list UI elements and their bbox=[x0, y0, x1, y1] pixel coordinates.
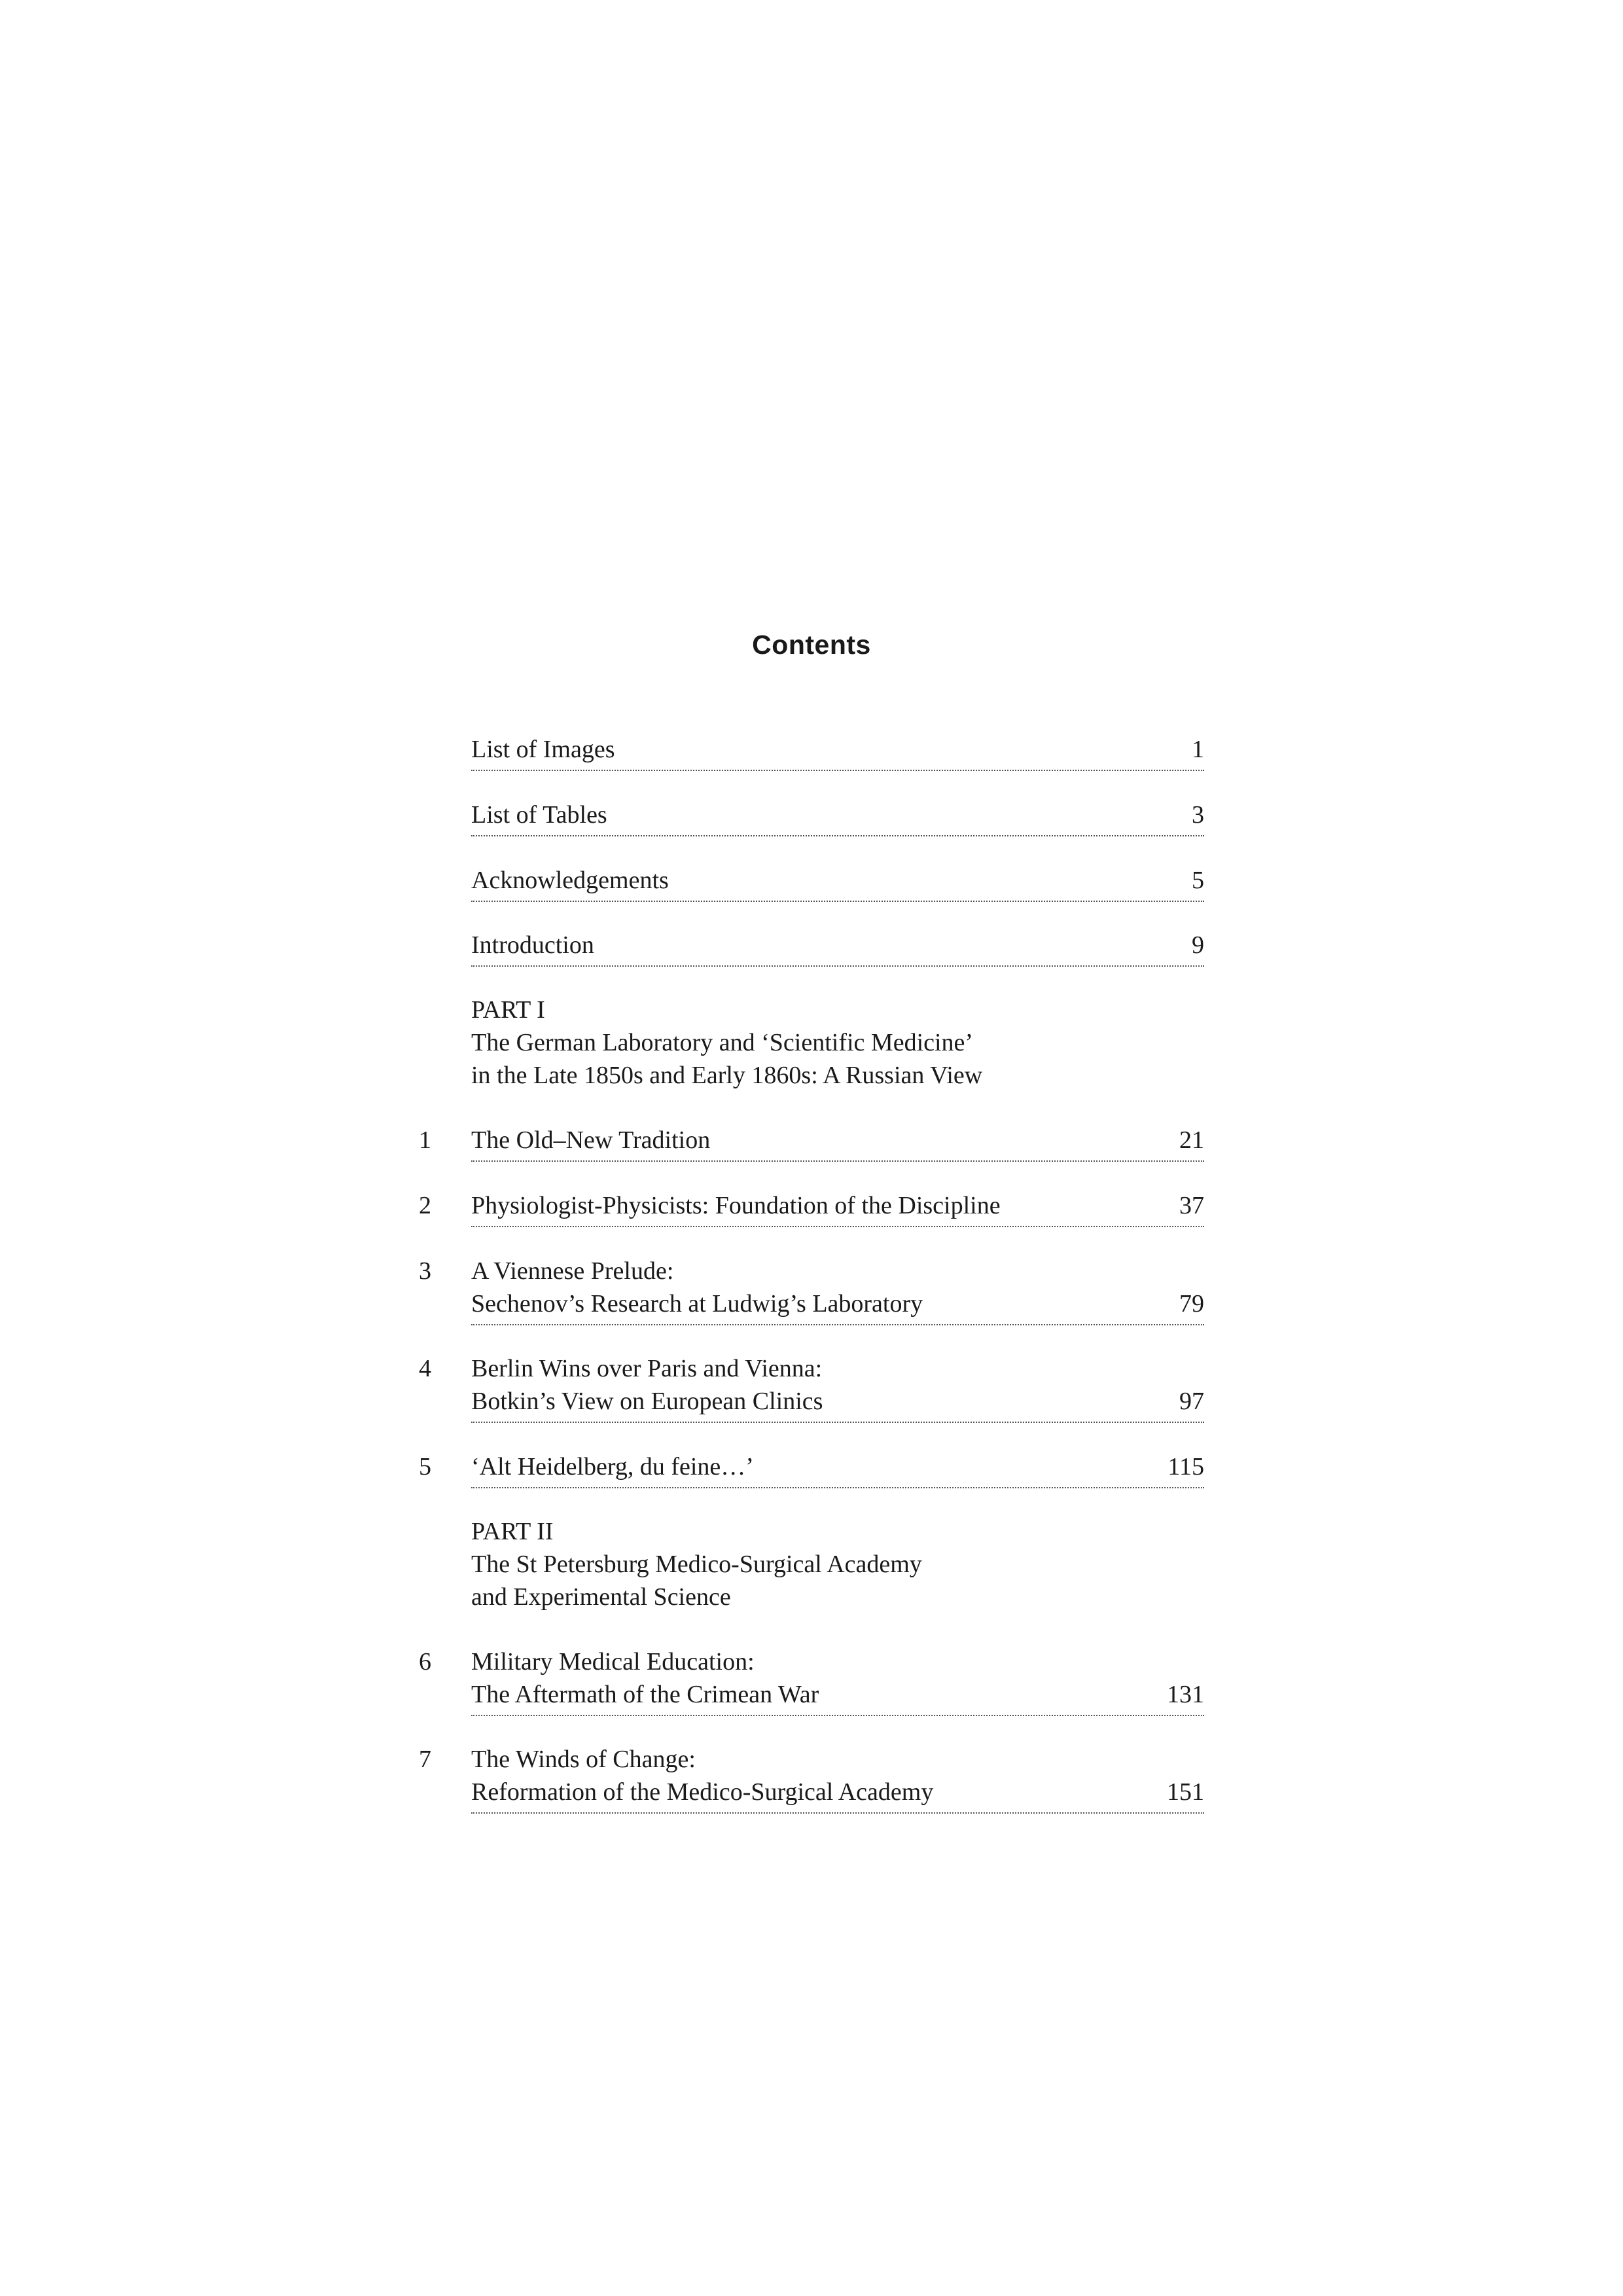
toc-page-number: 131 bbox=[1167, 1681, 1204, 1708]
part-label: PART II bbox=[471, 1518, 554, 1545]
toc-page-number: 5 bbox=[1192, 867, 1204, 894]
toc-page-number: 79 bbox=[1179, 1290, 1204, 1318]
dotted-rule bbox=[471, 965, 1204, 967]
part-title-line: The St Petersburg Medico-Surgical Academy bbox=[471, 1551, 922, 1578]
toc-page-number: 97 bbox=[1179, 1388, 1204, 1415]
chapter-number: 3 bbox=[419, 1257, 431, 1285]
toc-entry-title bbox=[471, 1743, 1204, 1808]
toc-entry-chapter-3[interactable] bbox=[419, 1255, 1204, 1327]
toc-page-number: 37 bbox=[1179, 1192, 1204, 1219]
chapter-number: 5 bbox=[419, 1453, 431, 1480]
toc-entry-title-line: Physiologist-Physicists: Foundation of the Discipline bbox=[471, 1192, 1001, 1219]
toc-page-number: 21 bbox=[1179, 1126, 1204, 1154]
toc-entry-title-line: ‘Alt Heidelberg, du feine…’ bbox=[471, 1453, 754, 1480]
toc-entry-title bbox=[471, 1124, 1204, 1157]
toc-entry-title bbox=[471, 1352, 1204, 1418]
dotted-rule bbox=[471, 1487, 1204, 1488]
part-heading-2 bbox=[471, 1515, 1204, 1613]
toc-entry-title-line: The Aftermath of the Crimean War bbox=[471, 1681, 819, 1708]
toc-entry-title bbox=[471, 929, 1204, 961]
toc-entry-title bbox=[471, 1645, 1204, 1711]
toc-page-number: 3 bbox=[1192, 801, 1204, 829]
dotted-rule bbox=[471, 901, 1204, 902]
toc-entry-title bbox=[471, 1189, 1204, 1222]
dotted-rule bbox=[471, 1812, 1204, 1814]
dotted-rule bbox=[471, 1160, 1204, 1162]
toc-entry-acknowledgements[interactable] bbox=[419, 864, 1204, 903]
part-heading-1 bbox=[471, 994, 1204, 1092]
toc-entry-title-line: Berlin Wins over Paris and Vienna: bbox=[471, 1355, 823, 1382]
toc-entry-chapter-4[interactable] bbox=[419, 1352, 1204, 1424]
toc-entry-title-line: Acknowledgements bbox=[471, 867, 669, 894]
toc-entry-title-line: Sechenov’s Research at Ludwig’s Laboratory bbox=[471, 1290, 923, 1318]
part-title-line: in the Late 1850s and Early 1860s: A Russian View bbox=[471, 1062, 983, 1089]
part-label: PART I bbox=[471, 996, 545, 1024]
toc-entry-list-of-images[interactable] bbox=[419, 733, 1204, 772]
dotted-rule bbox=[471, 1226, 1204, 1227]
toc-entry-title bbox=[471, 1255, 1204, 1320]
chapter-number: 1 bbox=[419, 1126, 431, 1154]
dotted-rule bbox=[471, 1715, 1204, 1716]
part-title-line: and Experimental Science bbox=[471, 1583, 731, 1611]
toc-entry-title-line: The Winds of Change: bbox=[471, 1746, 696, 1773]
toc-entry-title-line: Introduction bbox=[471, 931, 594, 959]
dotted-rule bbox=[471, 1422, 1204, 1423]
toc-entry-introduction[interactable] bbox=[419, 929, 1204, 968]
part-title-line: The German Laboratory and ‘Scientific Medicine’ bbox=[471, 1029, 974, 1056]
toc-entry-title-line: List of Images bbox=[471, 736, 615, 763]
toc-entry-title bbox=[471, 798, 1204, 831]
toc-entry-chapter-7[interactable] bbox=[419, 1743, 1204, 1815]
toc-entry-title bbox=[471, 733, 1204, 766]
dotted-rule bbox=[471, 1324, 1204, 1325]
toc-entry-chapter-2[interactable] bbox=[419, 1189, 1204, 1229]
toc-entry-title-line: List of Tables bbox=[471, 801, 607, 829]
toc-entry-chapter-1[interactable] bbox=[419, 1124, 1204, 1163]
chapter-number: 4 bbox=[419, 1355, 431, 1382]
toc-page-number: 151 bbox=[1167, 1778, 1204, 1806]
dotted-rule bbox=[471, 770, 1204, 771]
toc-entry-title-line: Military Medical Education: bbox=[471, 1648, 755, 1676]
toc-page-number: 9 bbox=[1192, 931, 1204, 959]
chapter-number: 7 bbox=[419, 1746, 431, 1773]
page-title: Contents bbox=[752, 630, 871, 660]
chapter-number: 2 bbox=[419, 1192, 431, 1219]
toc-entry-title bbox=[471, 1450, 1204, 1483]
dotted-rule bbox=[471, 835, 1204, 836]
toc-entry-chapter-5[interactable] bbox=[419, 1450, 1204, 1490]
toc-entry-list-of-tables[interactable] bbox=[419, 798, 1204, 838]
toc-entry-title bbox=[471, 864, 1204, 897]
toc-page-number: 1 bbox=[1192, 736, 1204, 763]
toc-entry-title-line: The Old–New Tradition bbox=[471, 1126, 711, 1154]
toc-entry-title-line: Reformation of the Medico-Surgical Academy bbox=[471, 1778, 934, 1806]
chapter-number: 6 bbox=[419, 1648, 431, 1676]
toc-entry-chapter-6[interactable] bbox=[419, 1645, 1204, 1717]
toc-entry-title-line: A Viennese Prelude: bbox=[471, 1257, 674, 1285]
toc-page-number: 115 bbox=[1168, 1453, 1204, 1480]
toc-entry-title-line: Botkin’s View on European Clinics bbox=[471, 1388, 823, 1415]
